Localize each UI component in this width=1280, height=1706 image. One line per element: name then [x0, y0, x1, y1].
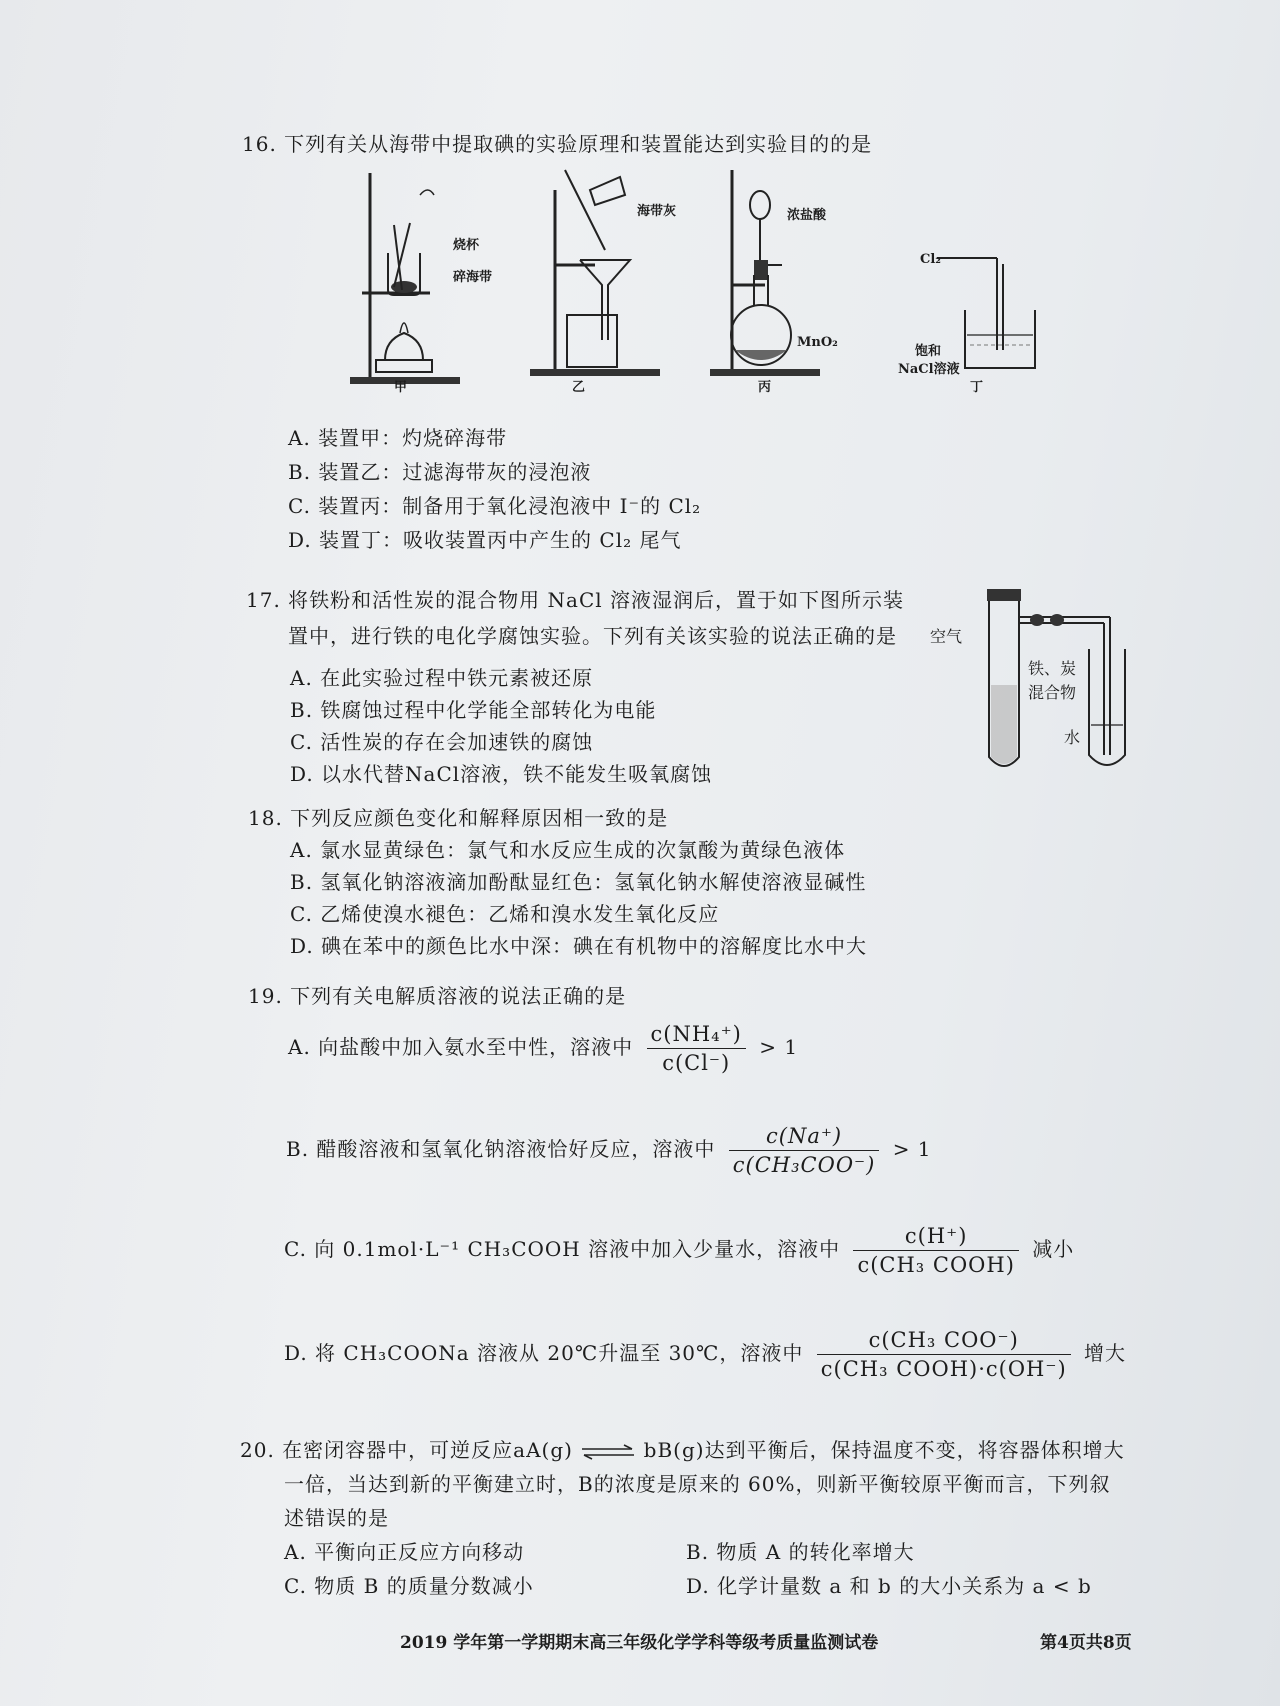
q16-option-b: B. 装置乙：过滤海带灰的浸泡液	[288, 460, 592, 484]
q19-d-fraction	[817, 1328, 1071, 1381]
label-ash: 海带灰	[637, 204, 677, 219]
q19-b-numerator: c(Na⁺)	[729, 1124, 880, 1151]
label-mno2: MnO₂	[797, 335, 838, 350]
q19-a-text: A. 向盐酸中加入氨水至中性，溶液中	[288, 1035, 634, 1059]
q20-stem-line1	[240, 1434, 1125, 1463]
q19-d-denominator: c(CH₃ COOH)·c(OH⁻)	[820, 1357, 1067, 1381]
q18-option-d: D. 碘在苯中的颜色比水中深：碘在有机物中的溶解度比水中大	[290, 934, 868, 958]
q17-option-a: A. 在此实验过程中铁元素被还原	[290, 666, 594, 690]
q20-option-b: B. 物质 A 的转化率增大	[686, 1540, 915, 1564]
q19-b-tail: > 1	[892, 1137, 932, 1161]
footer-title: 2019 学年第一学期期末高三年级化学学科等级考质量监测试卷	[400, 1633, 879, 1653]
q19-option-d	[284, 1328, 1126, 1381]
q20-stem-post: bB(g)达到平衡后，保持温度不变，将容器体积增大	[643, 1438, 1125, 1462]
q17-stem-line2: 置中，进行铁的电化学腐蚀实验。下列有关该实验的说法正确的是	[288, 624, 897, 648]
label-cl2: Cl₂	[920, 252, 941, 267]
q19-a-numerator: c(NH₄⁺)	[647, 1022, 746, 1049]
label-mix-2: 混合物	[1028, 683, 1077, 702]
label-air: 空气	[930, 627, 963, 646]
q19-b-text: B. 醋酸溶液和氢氧化钠溶液恰好反应，溶液中	[286, 1137, 716, 1161]
label-acid: 浓盐酸	[787, 208, 827, 223]
q18-option-c: C. 乙烯使溴水褪色：乙烯和溴水发生氧化反应	[290, 902, 720, 926]
caption-bing: 丙	[758, 380, 772, 395]
footer-page-number: 第4页共8页	[1040, 1633, 1132, 1653]
equilibrium-arrows-icon	[580, 1444, 636, 1460]
q19-option-b	[286, 1124, 932, 1177]
q19-c-denominator: c(CH₃ COOH)	[857, 1253, 1015, 1277]
q16-option-a: A. 装置甲：灼烧碎海带	[288, 426, 508, 450]
q19-c-text: C. 向 0.1mol·L⁻¹ CH₃COOH 溶液中加入少量水，溶液中	[284, 1237, 841, 1261]
q19-d-numerator: c(CH₃ COO⁻)	[817, 1328, 1071, 1355]
apparatus-jia	[350, 165, 460, 395]
q16-option-c: C. 装置丙：制备用于氧化浸泡液中 I⁻的 Cl₂	[288, 494, 702, 518]
q17-stem-line1: 17. 将铁粉和活性炭的混合物用 NaCl 溶液湿润后，置于如下图所示装	[246, 588, 905, 612]
q19-option-a	[288, 1022, 798, 1075]
caption-yi: 乙	[572, 380, 586, 395]
q20-stem-line2: 一倍，当达到新的平衡建立时，B的浓度是原来的 60%，则新平衡较原平衡而言，下列叙	[284, 1472, 1111, 1496]
q17-option-b: B. 铁腐蚀过程中化学能全部转化为电能	[290, 698, 657, 722]
caption-ding: 丁	[970, 380, 984, 395]
label-saturated: 饱和	[915, 344, 942, 359]
q20-option-d: D. 化学计量数 a 和 b 的大小关系为 a < b	[686, 1574, 1092, 1598]
q19-b-denominator: c(CH₃COO⁻)	[732, 1153, 876, 1177]
q18-stem: 18. 下列反应颜色变化和解释原因相一致的是	[248, 806, 669, 830]
label-seaweed: 碎海带	[453, 270, 493, 285]
q20-stem-line3: 述错误的是	[284, 1506, 389, 1530]
q19-stem: 19. 下列有关电解质溶液的说法正确的是	[248, 984, 627, 1008]
q19-c-numerator: c(H⁺)	[853, 1224, 1018, 1251]
caption-jia: 甲	[394, 380, 408, 395]
q16-stem: 16. 下列有关从海带中提取碘的实验原理和装置能达到实验目的的是	[242, 132, 873, 156]
q19-c-tail: 减小	[1032, 1237, 1075, 1261]
q19-c-fraction	[853, 1224, 1018, 1277]
q19-a-tail: > 1	[759, 1035, 799, 1059]
q19-a-fraction	[647, 1022, 746, 1075]
label-water: 水	[1064, 728, 1081, 747]
q20-option-c: C. 物质 B 的质量分数减小	[284, 1574, 534, 1598]
q19-d-text: D. 将 CH₃COONa 溶液从 20℃升温至 30℃，溶液中	[284, 1341, 804, 1365]
apparatus-yi	[525, 165, 665, 380]
label-beaker: 烧杯	[453, 238, 480, 253]
q18-option-b: B. 氢氧化钠溶液滴加酚酞显红色：氢氧化钠水解使溶液显碱性	[290, 870, 867, 894]
q19-a-denominator: c(Cl⁻)	[662, 1051, 731, 1075]
q20-option-a: A. 平衡向正反应方向移动	[284, 1540, 525, 1564]
q19-b-fraction	[729, 1124, 880, 1177]
q19-d-tail: 增大	[1084, 1341, 1126, 1365]
q17-option-d: D. 以水代替NaCl溶液，铁不能发生吸氧腐蚀	[290, 762, 713, 786]
q16-option-d: D. 装置丁：吸收装置丙中产生的 Cl₂ 尾气	[288, 528, 682, 552]
q18-option-a: A. 氯水显黄绿色：氯气和水反应生成的次氯酸为黄绿色液体	[290, 838, 846, 862]
q17-option-c: C. 活性炭的存在会加速铁的腐蚀	[290, 730, 594, 754]
q20-stem-pre: 20. 在密闭容器中，可逆反应aA(g)	[240, 1438, 573, 1462]
label-nacl-solution: NaCl溶液	[898, 362, 960, 377]
q19-option-c	[284, 1224, 1074, 1277]
label-mix-1: 铁、炭	[1028, 659, 1077, 678]
